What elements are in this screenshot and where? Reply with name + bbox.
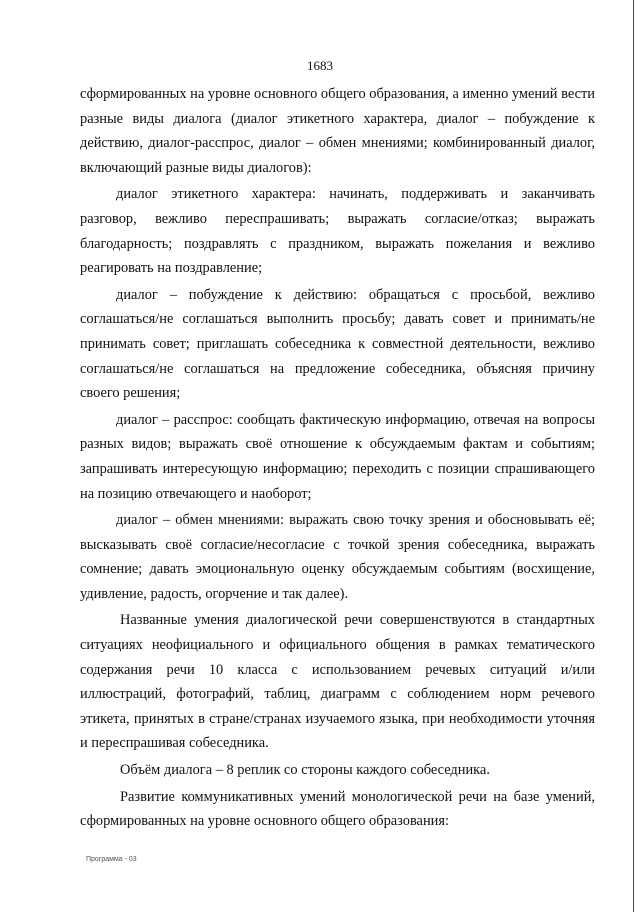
footer-note: Программа - 03 [86,856,137,863]
paragraph-dialogue-volume: Объём диалога – 8 реплик со стороны каждого собеседника. [120,762,490,779]
paragraph-opinion-exchange-dialogue: диалог – обмен мнениями: выражать свою точку зрения и обосновывать её; высказывать своё согласие/несогласие с точкой зрения собеседника, выражать сомнение; давать эмоциональную оценку обсуждаемым событиям (восхищение, удивление, радость, огорчение и так далее). [80,512,595,602]
paragraph-dialogue-skills-summary: Названные умения диалогической речи совершенствуются в стандартных ситуациях неофициального и официального общения в рамках тематического содержания речи 10 класса с использованием речевых ситуаций и/или иллюстраций, фотографий, таблиц, диаграмм с соблюдением норм речевого этикета, принятых в стране/странах изучаемого языка, при необходимости уточняя и переспрашивая собеседника. [80,612,595,752]
paragraph-monologue-intro: Развитие коммуникативных умений монологической речи на базе умений, сформированных на уровне основного общего образования: [80,788,595,830]
paragraph-etiquette-dialogue: диалог этикетного характера: начинать, поддерживать и заканчивать разговор, вежливо переспрашивать; выражать согласие/отказ; выражать благодарность; поздравлять с праздником, выражать пожелания и вежливо реагировать на поздравление; [80,186,595,277]
paragraph-inquiry-dialogue: диалог – расспрос: сообщать фактическую информацию, отвечая на вопросы разных видов; выражать своё отношение к обсуждаемым фактам и событиям; запрашивать интересующую информацию; переходить с позиции спрашивающего на позицию отвечающего и наоборот; [80,411,595,502]
page-number: 1683 [307,58,333,73]
document-body [80,82,595,834]
paragraph-intro-continuation: сформированных на уровне основного общего образования, а именно умений вести разные виды диалога (диалог этикетного характера, диалог – побуждение к действию, диалог-расспрос, диалог – обмен мнениями; комбинированный диалог, включающий разные виды диалогов): [80,86,595,176]
paragraph-incentive-dialogue: диалог – побуждение к действию: обращаться с просьбой, вежливо соглашаться/не соглашаться выполнить просьбу; давать совет и принимать/не принимать совет; приглашать собеседника к совместной деятельности, вежливо соглашаться/не соглашаться на предложение собеседника, объясняя причину своего решения; [80,286,595,402]
page-edge-line [633,0,634,912]
